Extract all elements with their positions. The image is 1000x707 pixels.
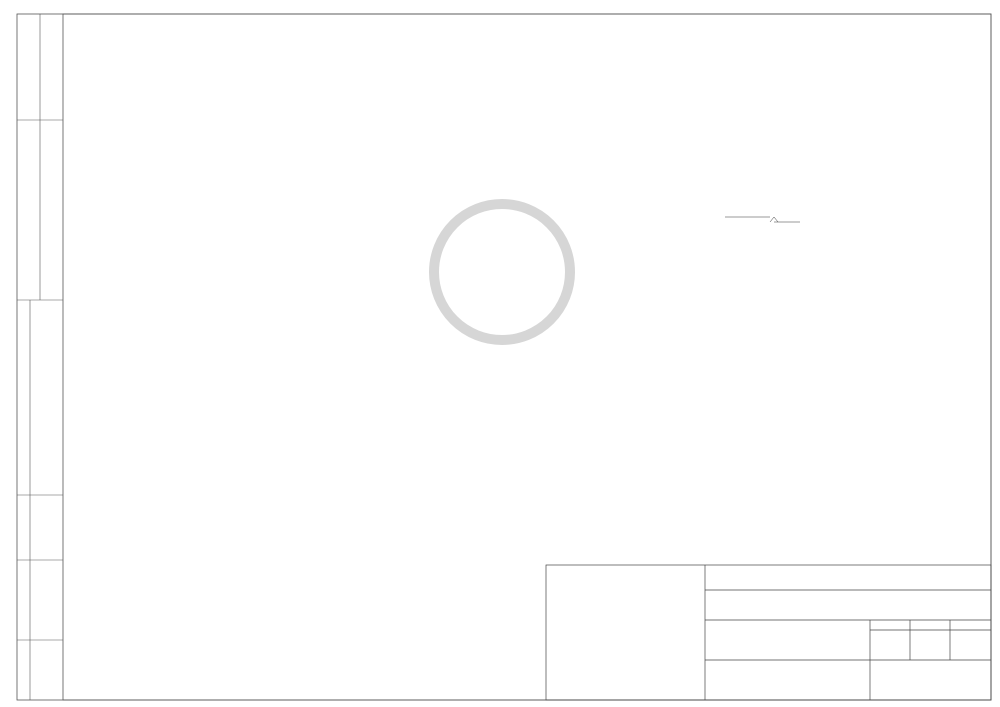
section-a <box>725 217 800 222</box>
overlap-mark <box>770 217 800 222</box>
outer-frame <box>17 14 991 700</box>
stamp-sidebar <box>17 300 63 700</box>
title-block <box>546 565 991 700</box>
company-sidebar <box>17 14 63 300</box>
drawing-frame <box>63 14 991 700</box>
watermark-logo-ring <box>434 204 570 340</box>
